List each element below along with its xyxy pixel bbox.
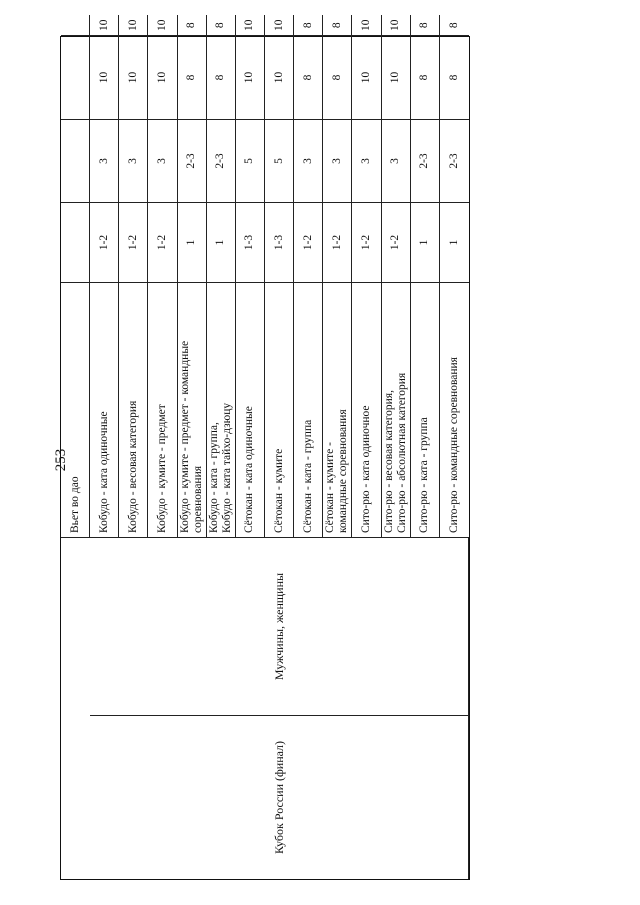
discipline-text: Сётокан - кумите - xyxy=(324,442,337,533)
discipline-cell xyxy=(148,282,177,537)
discipline-text: Кобудо - ката тайхо-дзюцу xyxy=(220,402,233,533)
discipline-text: Сито-рю - командные соревнования xyxy=(447,357,460,533)
discipline-cell xyxy=(294,282,323,537)
discipline-text: соревнования xyxy=(191,465,204,533)
discipline-text: Сётокан - кумите xyxy=(272,448,285,533)
table-sheet xyxy=(60,19,470,880)
discipline-cell xyxy=(119,282,148,537)
discipline-cell xyxy=(236,282,265,537)
discipline-cell xyxy=(207,282,236,537)
value-cell-sub: 5 xyxy=(265,119,294,202)
value-cell-age: 1-2 xyxy=(294,202,323,282)
value-cell-age: 1-2 xyxy=(352,202,381,282)
value-cell-c5: 8 xyxy=(294,16,323,36)
value-cell-age xyxy=(61,202,90,282)
value-cell-age: 1-2 xyxy=(119,202,148,282)
discipline-cell xyxy=(352,282,381,537)
value-cell-c5: 8 xyxy=(411,16,440,36)
value-cell-c5: 10 xyxy=(236,16,265,36)
discipline-cell xyxy=(411,282,440,537)
value-cell-c4: 10 xyxy=(148,35,177,119)
value-cell-c4: 8 xyxy=(440,35,469,119)
value-cell-c4: 10 xyxy=(265,35,294,119)
value-cell-sub: 3 xyxy=(352,119,381,202)
discipline-text: Кобудо - кумите - предмет xyxy=(155,404,168,533)
value-cell-c4: 8 xyxy=(411,35,440,119)
discipline-text: Кобудо - ката одиночные xyxy=(97,411,110,533)
value-cell-c5: 10 xyxy=(90,16,119,36)
discipline-cell xyxy=(440,282,469,537)
discipline-text: Сётокан - ката одиночные xyxy=(243,406,256,533)
value-cell-age: 1-2 xyxy=(90,202,119,282)
value-cell-c5: 10 xyxy=(382,16,411,36)
value-cell-sub: 2-3 xyxy=(411,119,440,202)
discipline-text: Вьет во дао xyxy=(68,476,81,533)
value-cell-c4: 10 xyxy=(119,35,148,119)
discipline-cell xyxy=(178,282,207,537)
value-cell-age: 1 xyxy=(411,202,440,282)
value-cell-sub: 2-3 xyxy=(440,119,469,202)
value-cell-sub: 3 xyxy=(119,119,148,202)
value-cell-c5: 10 xyxy=(148,16,177,36)
value-cell-sub: 2-3 xyxy=(178,119,207,202)
discipline-cell xyxy=(61,282,90,537)
value-cell-age: 1 xyxy=(178,202,207,282)
value-cell-age: 1 xyxy=(440,202,469,282)
discipline-cell xyxy=(382,282,411,537)
value-cell-c5 xyxy=(61,16,90,36)
value-cell-c4: 8 xyxy=(323,35,352,119)
discipline-cell xyxy=(323,282,352,537)
value-cell-age: 1-2 xyxy=(323,202,352,282)
discipline-text: Сито-рю - ката одиночное xyxy=(359,405,372,533)
discipline-text: Сито-рю - абсолютная категория xyxy=(395,372,408,533)
value-cell-c5: 10 xyxy=(265,16,294,36)
value-cell-age: 1-3 xyxy=(236,202,265,282)
value-cell-c5: 10 xyxy=(119,16,148,36)
discipline-text: командные соревнования xyxy=(337,409,350,533)
value-cell-c5: 8 xyxy=(178,16,207,36)
value-cell-age: 1-3 xyxy=(265,202,294,282)
value-cell-c5: 8 xyxy=(447,22,460,29)
discipline-text: Сётокан - ката - группа xyxy=(301,419,314,533)
discipline-text: Сито-рю - ката - группа xyxy=(418,417,431,533)
value-cell-age: 1 xyxy=(207,202,236,282)
value-cell-c4: 8 xyxy=(207,35,236,119)
discipline-cell xyxy=(265,282,294,537)
value-cell-c4: 10 xyxy=(382,35,411,119)
value-cell-sub: 3 xyxy=(90,119,119,202)
value-cell-c4: 10 xyxy=(90,35,119,119)
value-cell-sub: 3 xyxy=(294,119,323,202)
value-cell-sub: 3 xyxy=(323,119,352,202)
value-cell-c4: 8 xyxy=(294,35,323,119)
discipline-cell xyxy=(90,282,119,537)
value-cell-c5: 8 xyxy=(207,16,236,36)
value-cell-c5: 10 xyxy=(352,16,381,36)
value-cell-c4: 8 xyxy=(178,35,207,119)
value-cell-c4: 10 xyxy=(236,35,265,119)
value-cell-c4 xyxy=(61,35,90,119)
value-cell-sub: 3 xyxy=(148,119,177,202)
discipline-text: Кобудо - кумите - предмет - командные xyxy=(178,340,191,533)
discipline-text: Кобудо - весовая категория xyxy=(126,400,139,533)
value-cell-sub: 5 xyxy=(236,119,265,202)
value-cell-c5: 8 xyxy=(323,16,352,36)
competition-table xyxy=(60,19,470,880)
discipline-text: Сито-рю - весовая категория, xyxy=(382,390,395,533)
value-cell-age: 1-2 xyxy=(382,202,411,282)
value-cell-sub: 3 xyxy=(382,119,411,202)
value-cell-c4: 10 xyxy=(352,35,381,119)
event-title: Кубок России (финал) xyxy=(90,715,469,879)
value-cell-age: 1-2 xyxy=(148,202,177,282)
participants-cell: Мужчины, женщины xyxy=(90,537,469,715)
discipline-text: Кобудо - ката - группа, xyxy=(207,422,220,533)
page-number: 253 xyxy=(53,448,69,472)
value-cell-sub xyxy=(61,119,90,202)
header-blank xyxy=(61,537,90,879)
value-cell-sub: 2-3 xyxy=(207,119,236,202)
